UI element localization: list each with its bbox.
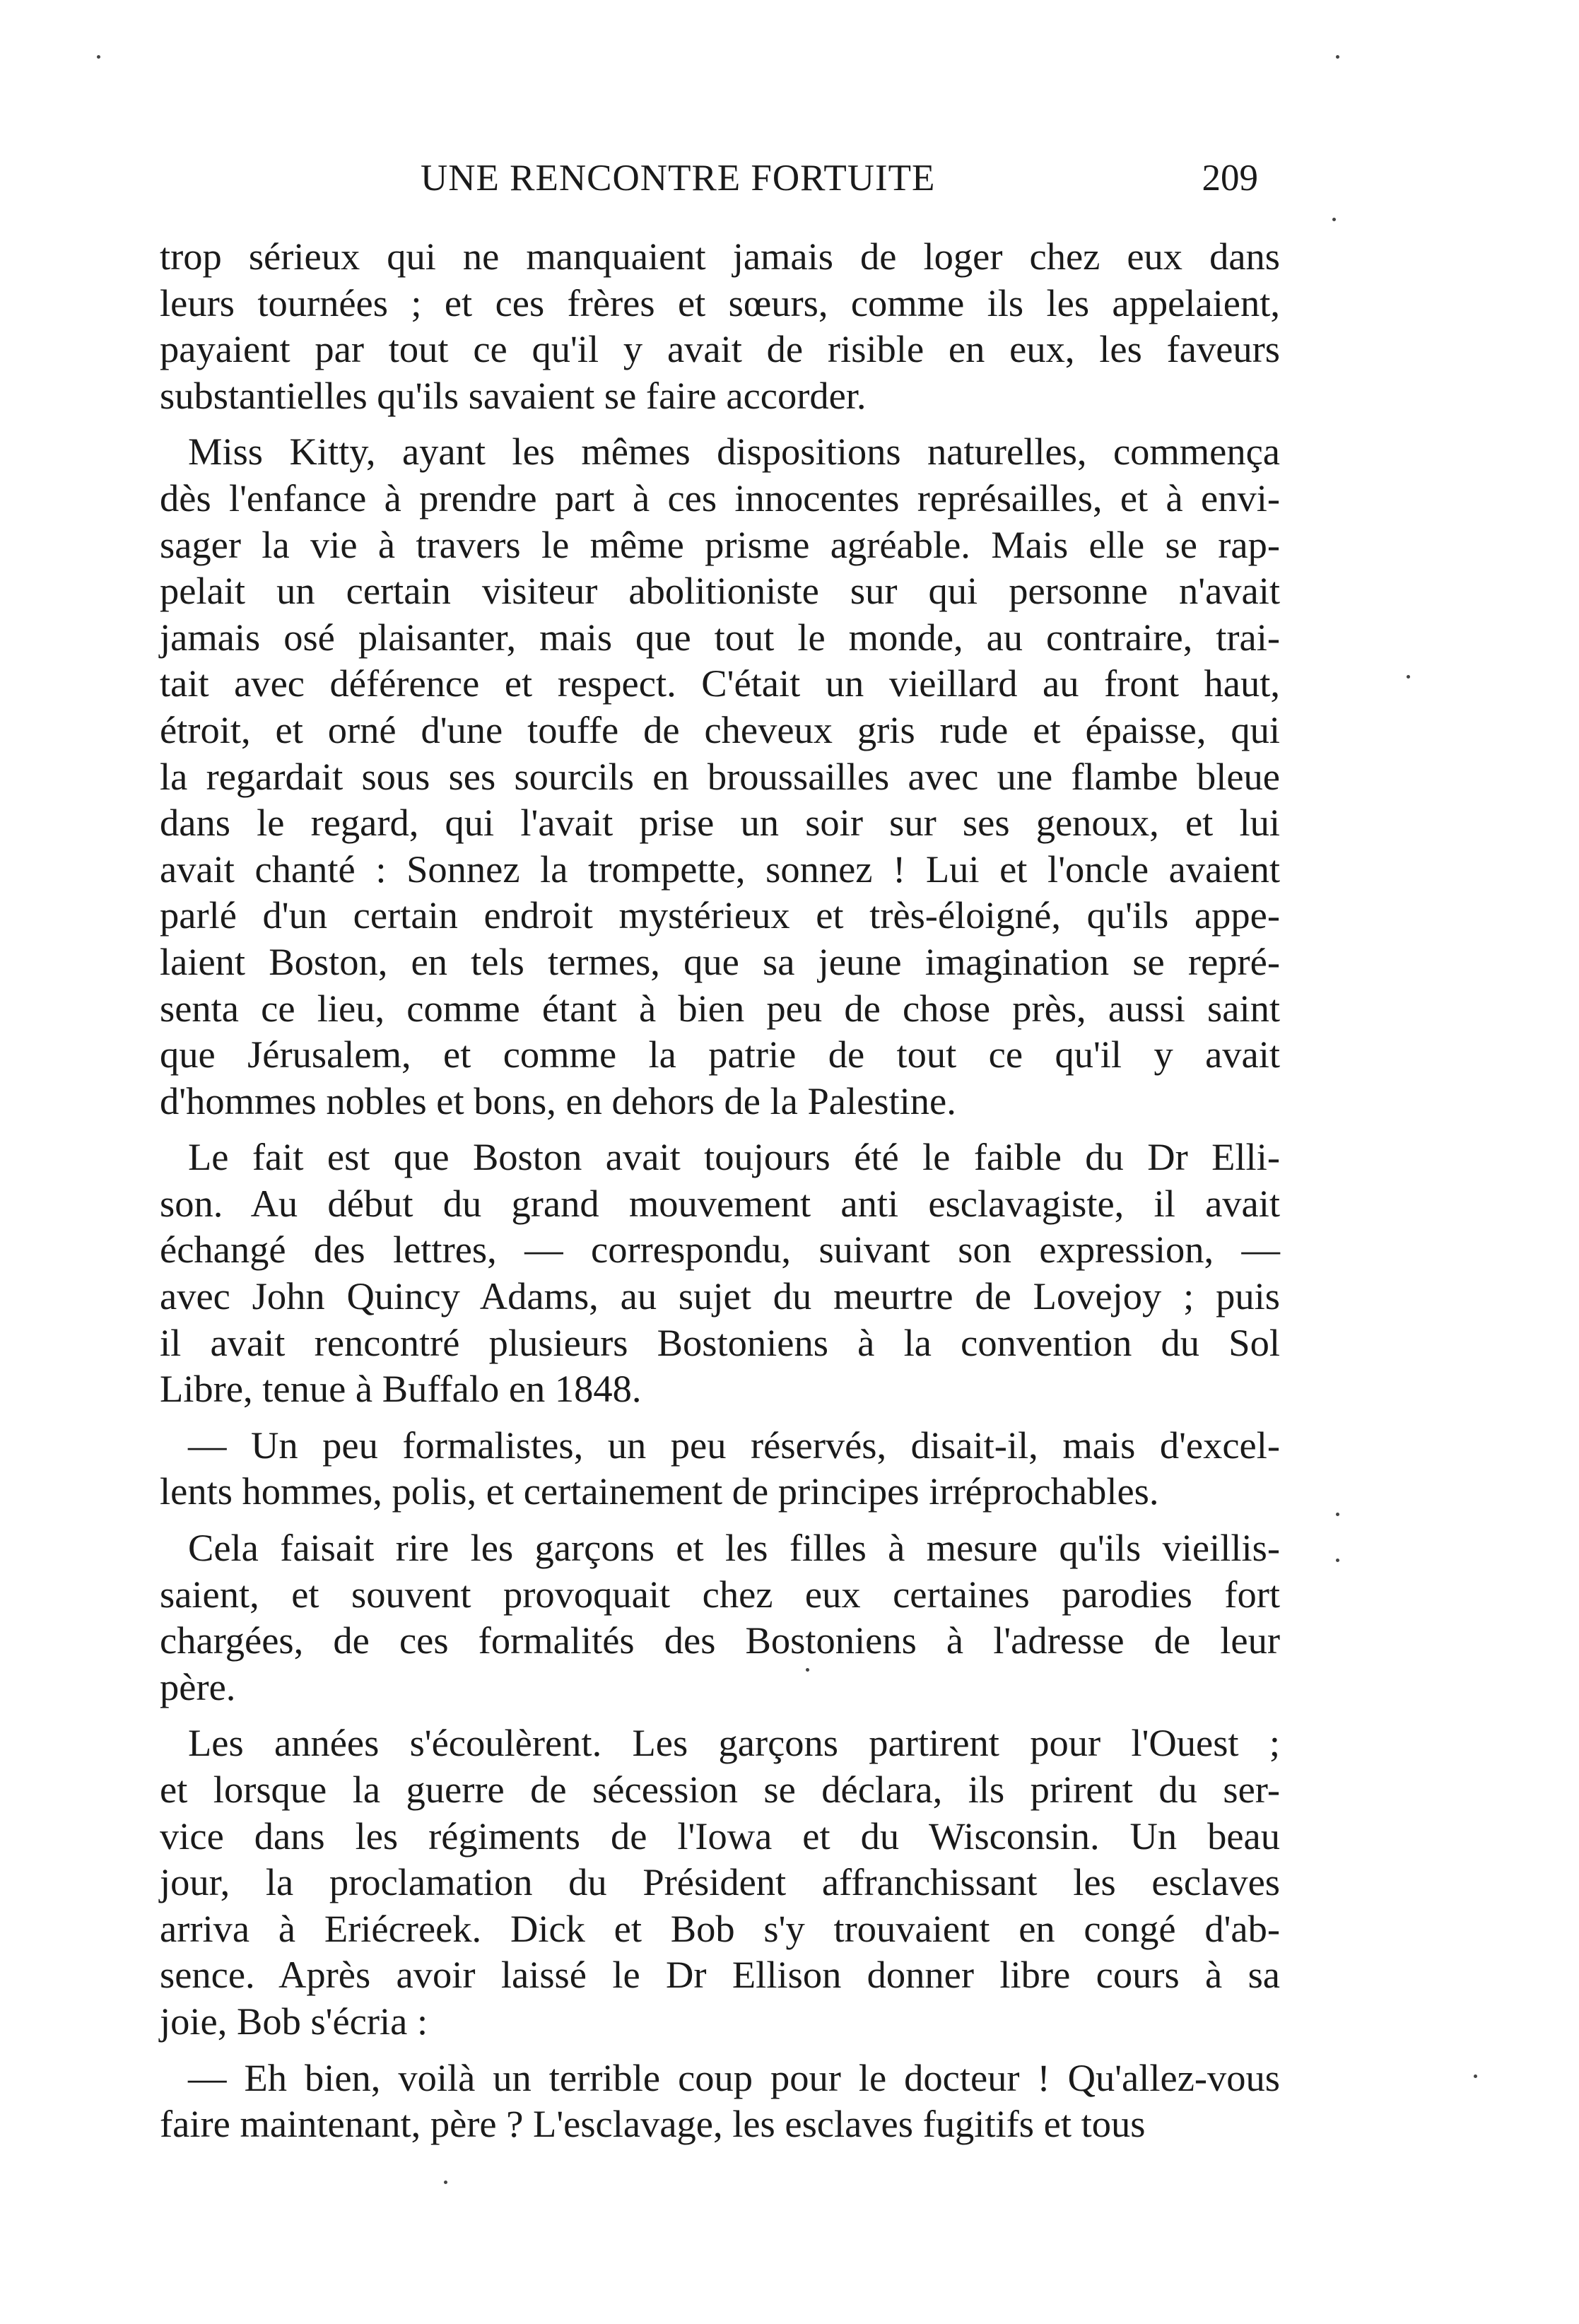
text-line: sager la vie à travers le même prisme agréable. Mais elle se rap- — [160, 522, 1280, 566]
text-line: la regardait sous ses sourcils en broussailles avec une flambe bleue — [160, 754, 1280, 798]
text-line: tait avec déférence et respect. C'était un vieillard au front haut, — [160, 662, 1280, 705]
speck-mark — [1332, 218, 1336, 221]
text-line: lents hommes, polis, et certainement de principes irréprochables. — [160, 1469, 1159, 1513]
text-line: Cela faisait rire les garçons et les filles à mesure qu'ils vieillis- — [188, 1526, 1280, 1570]
paragraph — [160, 428, 1280, 1124]
text-line: parlé d'un certain endroit mystérieux et très-éloigné, qu'ils appe- — [160, 893, 1280, 937]
text-line: et lorsque la guerre de sécession se déclara, ils prirent du ser- — [160, 1768, 1280, 1811]
text-line: que Jérusalem, et comme la patrie de tout ce qu'il y avait — [160, 1033, 1280, 1076]
text-line: faire maintenant, père ? L'esclavage, les esclaves fugitifs et tous — [160, 2102, 1146, 2146]
speck-mark — [806, 1668, 809, 1672]
text-line: — Eh bien, voilà un terrible coup pour le docteur ! Qu'allez-vous — [188, 2055, 1280, 2099]
paragraph — [160, 1525, 1280, 1710]
text-line: jour, la proclamation du Président affranchissant les esclaves — [160, 1860, 1280, 1904]
text-line: jamais osé plaisanter, mais que tout le monde, au contraire, trai- — [160, 615, 1280, 659]
text-line: Les années s'écoulèrent. Les garçons partirent pour l'Ouest ; — [188, 1721, 1280, 1765]
paragraph — [160, 1422, 1280, 1515]
text-line: arriva à Eriécreek. Dick et Bob s'y trouvaient en congé d'ab- — [160, 1906, 1280, 1950]
text-line: saient, et souvent provoquait chez eux certaines parodies fort — [160, 1572, 1280, 1616]
text-line: payaient par tout ce qu'il y avait de risible en eux, les faveurs — [160, 327, 1280, 371]
paragraph — [160, 2055, 1280, 2147]
speck-mark — [1336, 1513, 1339, 1516]
text-line: avait chanté : Sonnez la trompette, sonnez ! Lui et l'oncle avaient — [160, 847, 1280, 891]
text-line: échangé des lettres, — correspondu, suivant son expression, — — [160, 1228, 1280, 1272]
paragraph — [160, 1720, 1280, 2044]
text-line: étroit, et orné d'une touffe de cheveux gris rude et épaisse, qui — [160, 708, 1280, 751]
text-line: chargées, de ces formalités des Bostoniens à l'adresse de leur — [160, 1619, 1280, 1662]
text-line: avec John Quincy Adams, au sujet du meurtre de Lovejoy ; puis — [160, 1274, 1280, 1318]
text-line: Libre, tenue à Buffalo en 1848. — [160, 1367, 642, 1411]
speck-mark — [444, 2181, 447, 2184]
text-line: dès l'enfance à prendre part à ces innocentes représailles, et à envi- — [160, 476, 1280, 520]
text-line: il avait rencontré plusieurs Bostoniens à la convention du Sol — [160, 1320, 1280, 1364]
speck-mark — [1407, 675, 1410, 679]
text-line: d'hommes nobles et bons, en dehors de la Palestine. — [160, 1079, 956, 1122]
text-line: sence. Après avoir laissé le Dr Ellison donner libre cours à sa — [160, 1953, 1280, 1997]
running-title: UNE RENCONTRE FORTUITE — [421, 158, 936, 199]
text-line: pelait un certain visiteur abolitioniste sur qui personne n'avait — [160, 569, 1280, 613]
page-number: 209 — [1202, 158, 1258, 199]
text-line: leurs tournées ; et ces frères et sœurs, comme ils les appelaient, — [160, 281, 1280, 324]
speck-mark — [97, 55, 100, 59]
text-line: Le fait est que Boston avait toujours été le faible du Dr Elli- — [188, 1135, 1280, 1179]
text-line: vice dans les régiments de l'Iowa et du Wisconsin. Un beau — [160, 1814, 1280, 1858]
text-line: senta ce lieu, comme étant à bien peu de chose près, aussi saint — [160, 986, 1280, 1030]
speck-mark — [1336, 55, 1339, 59]
text-line: joie, Bob s'écria : — [160, 1999, 428, 2043]
body-text — [160, 233, 1280, 2157]
speck-mark — [1336, 1559, 1339, 1562]
text-line: dans le regard, qui l'avait prise un soir sur ses genoux, et lui — [160, 801, 1280, 845]
text-line: père. — [160, 1665, 236, 1708]
text-line: laient Boston, en tels termes, que sa jeune imagination se repré- — [160, 939, 1280, 983]
running-header — [163, 157, 1279, 206]
speck-mark — [1474, 2074, 1477, 2078]
text-line: — Un peu formalistes, un peu réservés, disait-il, mais d'excel- — [188, 1423, 1280, 1467]
paragraph — [160, 233, 1280, 418]
text-line: trop sérieux qui ne manquaient jamais de loger chez eux dans — [160, 235, 1280, 278]
paragraph — [160, 1134, 1280, 1412]
text-line: Miss Kitty, ayant les mêmes dispositions naturelles, commença — [188, 430, 1280, 474]
text-line: son. Au début du grand mouvement anti esclavagiste, il avait — [160, 1181, 1280, 1225]
text-line: substantielles qu'ils savaient se faire accorder. — [160, 373, 867, 417]
